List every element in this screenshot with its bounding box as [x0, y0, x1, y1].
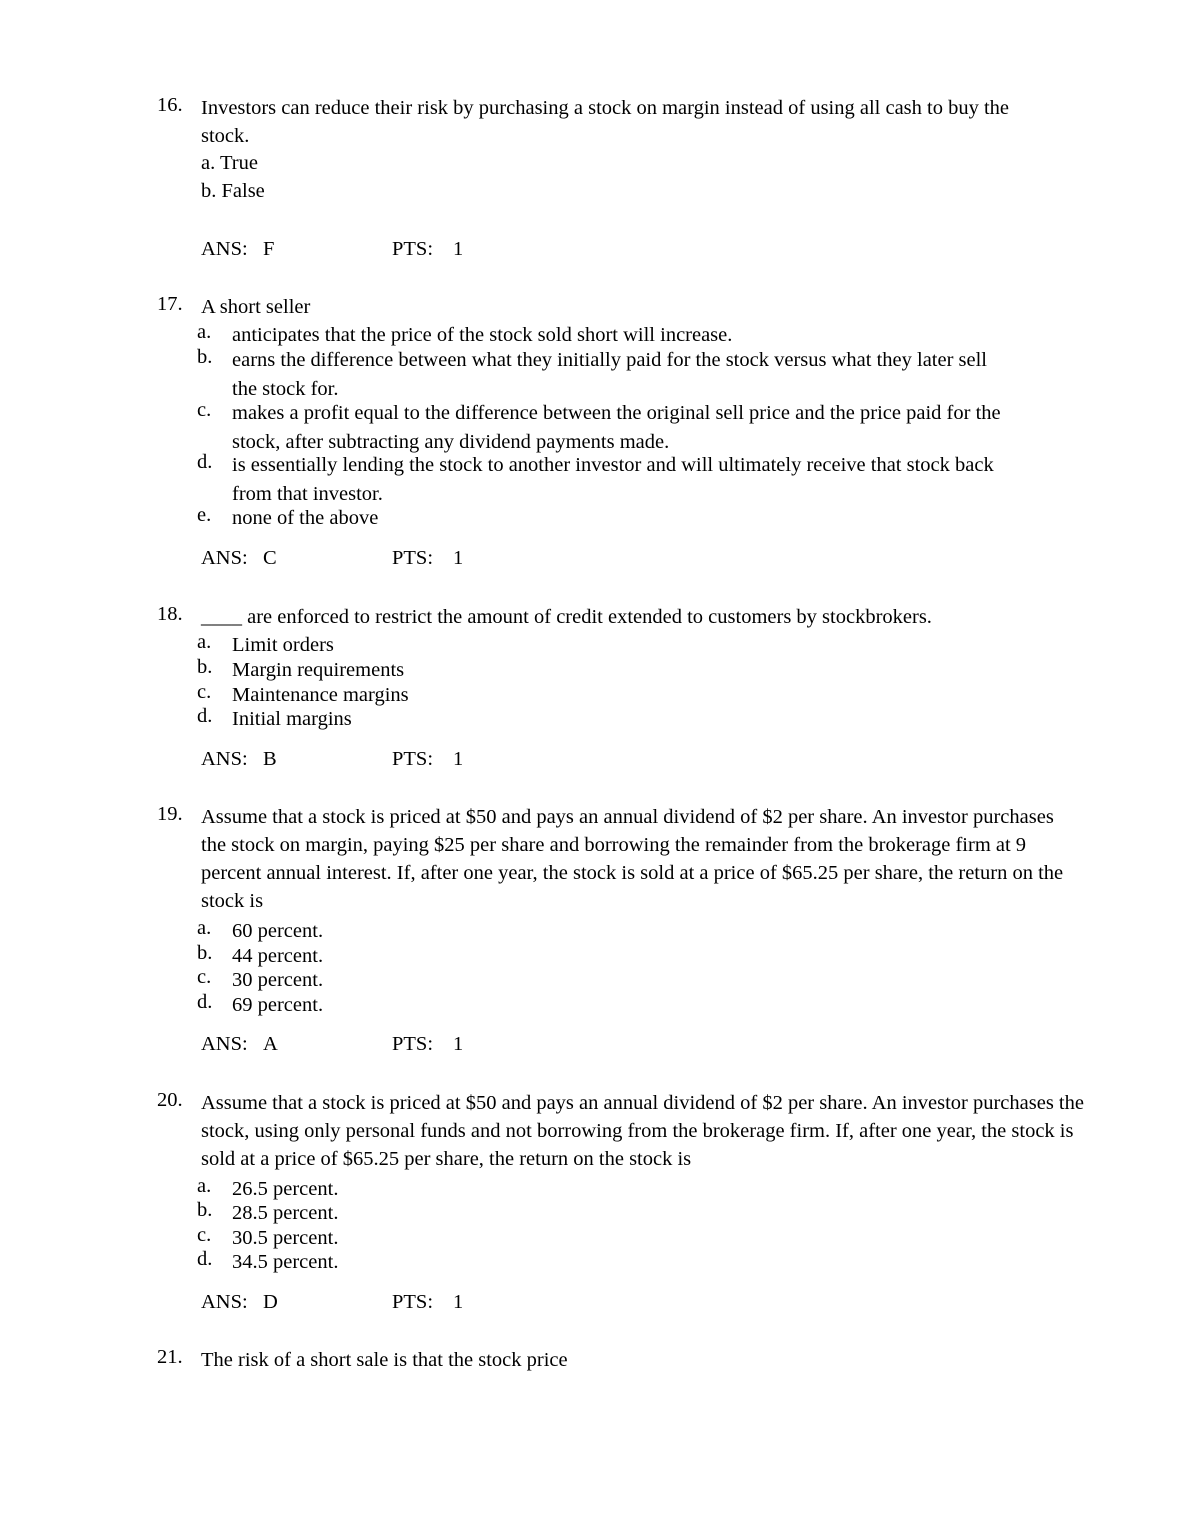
option-letter: c. [197, 399, 212, 421]
question-number: 17. [157, 293, 183, 315]
option-text: 69 percent. [232, 994, 324, 1016]
question-text: Investors can reduce their risk by purchasing a stock on margin instead of using all cash to buy the stock. [201, 97, 1010, 147]
points-value: 1 [453, 238, 464, 260]
pts-label: PTS: [392, 1033, 434, 1055]
answer-value: A [263, 1033, 278, 1055]
option-letter: d. [197, 991, 213, 1013]
option-letter: a. [197, 321, 212, 343]
question-number: 19. [157, 803, 183, 825]
option-text: anticipates that the price of the stock sold short will increase. [232, 324, 733, 346]
answer-value: D [263, 1291, 278, 1313]
pts-label: PTS: [392, 1291, 434, 1313]
option-letter: a. [197, 631, 212, 653]
points-value: 1 [453, 1291, 464, 1313]
points-value: 1 [453, 1033, 464, 1055]
option-text: Limit orders [232, 634, 334, 656]
option-letter: d. [197, 1248, 213, 1270]
answer-value: B [263, 748, 277, 770]
option-letter: b. [197, 656, 213, 678]
option-text: Margin requirements [232, 659, 405, 681]
question-text: ____ are enforced to restrict the amount of credit extended to customers by stockbrokers. [201, 606, 932, 628]
option-letter: c. [197, 966, 212, 988]
option-text: 28.5 percent. [232, 1202, 339, 1224]
pts-label: PTS: [392, 748, 434, 770]
option-letter: e. [197, 504, 212, 526]
option-letter: d. [197, 705, 213, 727]
question-number: 16. [157, 94, 183, 116]
option-text: 44 percent. [232, 945, 324, 967]
option-letter: a. [197, 917, 212, 939]
option-text: 34.5 percent. [232, 1251, 339, 1273]
question-text: A short seller [201, 296, 311, 318]
option-text: makes a profit equal to the difference between the original sell price and the price paid for the stock, after subtracting any dividend payments made. [232, 402, 1001, 453]
answer-value: F [263, 238, 275, 260]
option-letter: d. [197, 451, 213, 473]
option-letter: b. [197, 346, 213, 368]
option-text: Initial margins [232, 708, 352, 730]
question-text: Assume that a stock is priced at $50 and pays an annual dividend of $2 per share. An investor purchases the stock, using only personal funds and not borrowing from the brokerage firm. If, after one year, the stock is sold at a price of $65.25 per share, the return on the stock is [201, 1092, 1084, 1170]
option-text: 30 percent. [232, 969, 324, 991]
ans-label: ANS: [201, 748, 248, 770]
option-text: none of the above [232, 507, 379, 529]
ans-label: ANS: [201, 238, 248, 260]
option-text: is essentially lending the stock to another investor and will ultimately receive that stock back from that investor. [232, 454, 994, 505]
ans-label: ANS: [201, 547, 248, 569]
option-letter: b. [197, 942, 213, 964]
question-text: The risk of a short sale is that the stock price [201, 1349, 568, 1371]
option-text: 26.5 percent. [232, 1178, 339, 1200]
ans-label: ANS: [201, 1033, 248, 1055]
option-false: b. False [201, 180, 265, 202]
question-number: 20. [157, 1089, 183, 1111]
question-number: 18. [157, 603, 183, 625]
option-letter: a. [197, 1175, 212, 1197]
option-letter: c. [197, 681, 212, 703]
question-number: 21. [157, 1346, 183, 1368]
points-value: 1 [453, 748, 464, 770]
option-text: earns the difference between what they initially paid for the stock versus what they later sell the stock for. [232, 349, 988, 400]
option-text: 60 percent. [232, 920, 324, 942]
option-true: a. True [201, 152, 258, 174]
option-text: Maintenance margins [232, 684, 409, 706]
option-text: 30.5 percent. [232, 1227, 339, 1249]
question-text: Assume that a stock is priced at $50 and pays an annual dividend of $2 per share. An investor purchases the stock on margin, paying $25 per share and borrowing the remainder from the brokerage firm at 9 percent annual interest. If, after one year, the stock is sold at a price of $65.25 per share, the return on the stock is [201, 806, 1064, 912]
option-letter: b. [197, 1199, 213, 1221]
points-value: 1 [453, 547, 464, 569]
pts-label: PTS: [392, 238, 434, 260]
answer-value: C [263, 547, 277, 569]
ans-label: ANS: [201, 1291, 248, 1313]
pts-label: PTS: [392, 547, 434, 569]
option-letter: c. [197, 1224, 212, 1246]
